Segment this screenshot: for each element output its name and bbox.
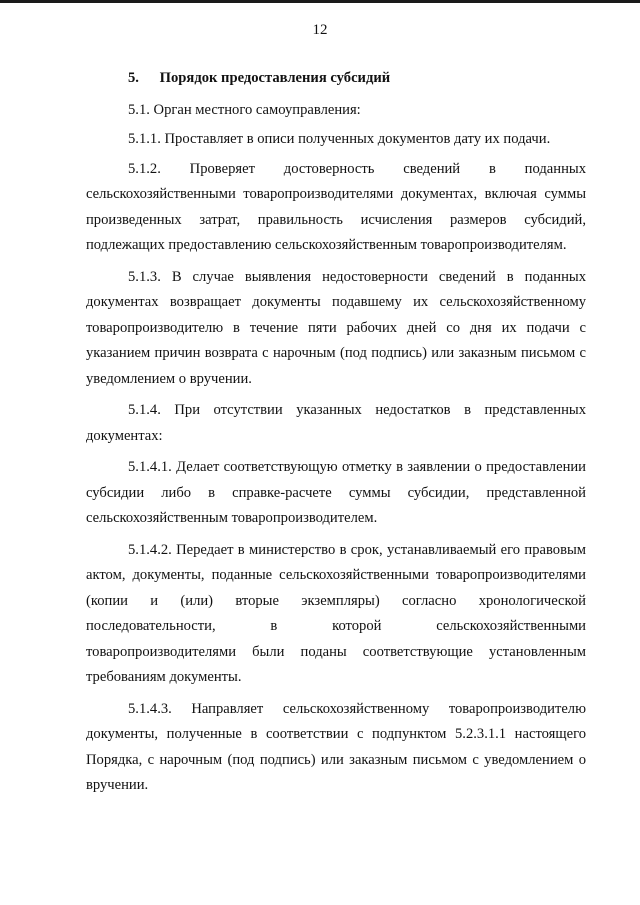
- document-body: [86, 66, 586, 805]
- section-heading: [86, 66, 586, 92]
- page-number: 12: [312, 22, 328, 38]
- section-number: 5.: [128, 70, 139, 86]
- paragraph-5-1-1: 5.1.1. Проставляет в описи полученных документов дату их подачи.: [128, 131, 551, 147]
- paragraph-5-1-3: 5.1.3. В случае выявления недостоверности сведений в поданных документах возвращает документы подавшему их сельскохозяйственному товаропроизводителю в течение пяти рабочих дней со дня их подачи с указанием причин возврата с нарочным (под подпись) или заказным письмом с уведомлением о вручении.: [86, 268, 586, 387]
- paragraph-5-1-2: 5.1.2. Проверяет достоверность сведений в поданных сельскохозяйственными товаропроизводителями документах, включая суммы произведенных затрат, правильность исчисления размеров субсидий, подлежащих предоставлению сельскохозяйственным товаропроизводителям.: [86, 160, 586, 253]
- paragraph-5-1-4-2: 5.1.4.2. Передает в министерство в срок, устанавливаемый его правовым актом, документы, поданные сельскохозяйственными товаропроизводителями (копии и (или) вторые экземпляры) согласно хронологической последовательности, в которой сельскохозяйственными товаропроизводителями были поданы соответствующие установленным требованиям документы.: [86, 541, 586, 685]
- top-border-line: [0, 0, 640, 3]
- section-title: Порядок предоставления субсидий: [159, 70, 391, 86]
- paragraph-5-1-4-3: 5.1.4.3. Направляет сельскохозяйственному товаропроизводителю документы, полученные в соответствии с подпунктом 5.2.3.1.1 настоящего Порядка, с нарочным (под подпись) или заказным письмом с уведомлением о вручении.: [86, 700, 586, 793]
- paragraph-5-1-4-1: 5.1.4.1. Делает соответствующую отметку в заявлении о предоставлении субсидии либо в справке-расчете суммы субсидии, представленной сельскохозяйственным товаропроизводителем.: [86, 459, 586, 526]
- paragraph-5-1: 5.1. Орган местного самоуправления:: [128, 101, 361, 118]
- paragraph-5-1-4: 5.1.4. При отсутствии указанных недостатков в представленных документах:: [86, 402, 586, 444]
